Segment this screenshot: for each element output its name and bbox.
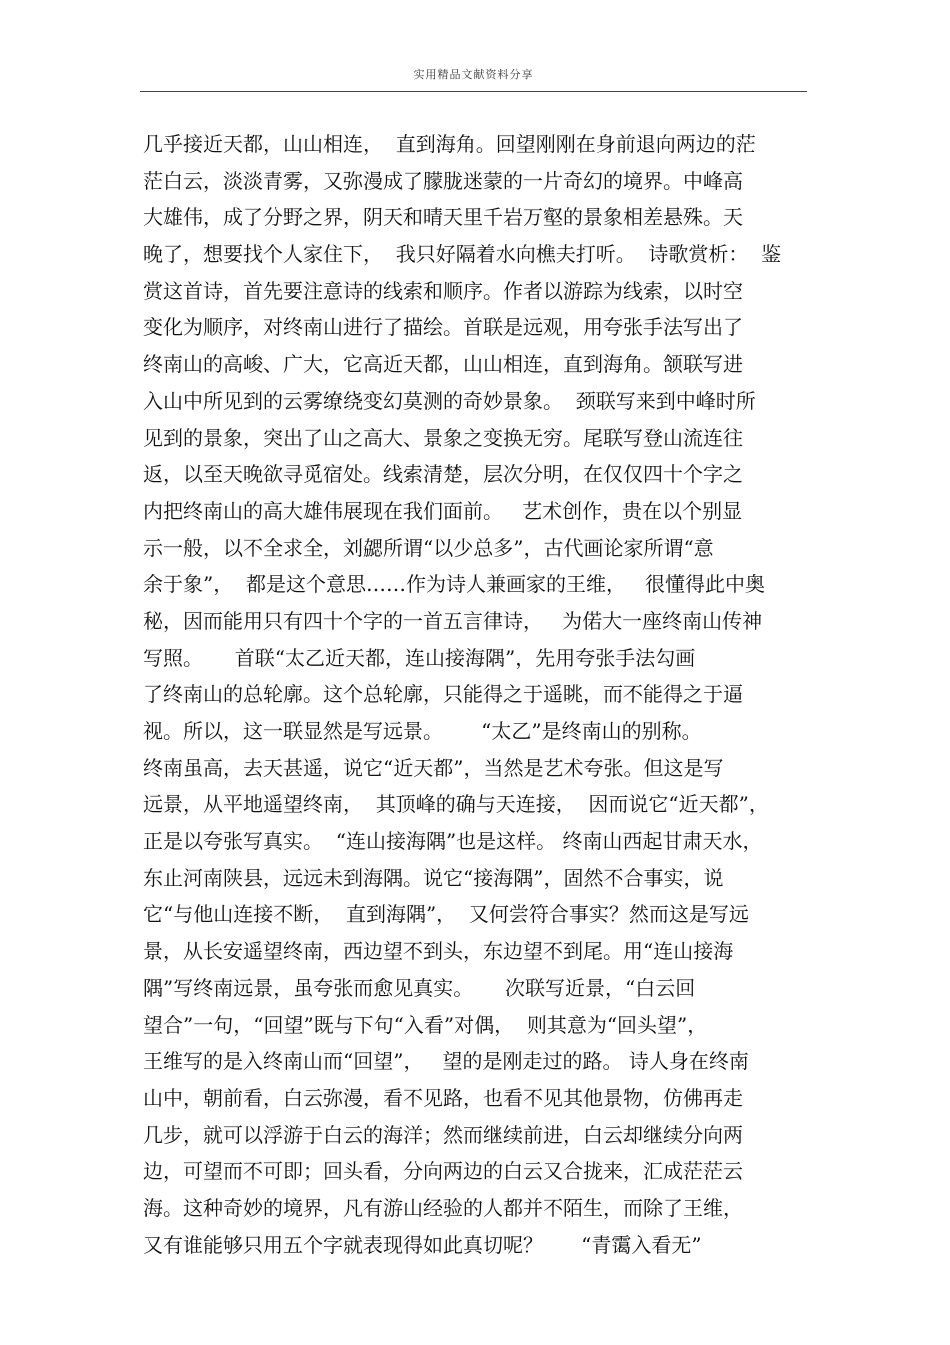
header-divider: [140, 91, 807, 92]
text-line: 几乎接近天都，山山相连， 直到海角。回望刚刚在身前退向两边的茫: [143, 132, 756, 156]
text-line: 几步，就可以浮游于白云的海洋；然而继续前进，白云却继续分向两: [143, 1122, 743, 1147]
text-line: 正是以夸张写真实。 “连山接海隅”也是这样。 终南山西起甘肃天水，: [143, 829, 763, 854]
text-line: 海。这种奇妙的境界，凡有游山经验的人都并不陌生，而除了王维，: [143, 1195, 743, 1220]
text-line: 远景，从平地遥望终南， 其顶峰的确与天连接， 因而说它“近天都”，: [143, 792, 769, 817]
text-line: 变化为顺序，对终南山进行了描绘。首联是远观，用夸张手法写出了: [143, 315, 743, 340]
text-line: 返，以至天晚欲寻觅宿处。线索清楚，层次分明，在仅仅四十个字之: [143, 462, 743, 487]
text-line: 赏这首诗，首先要注意诗的线索和顺序。作者以游踪为线索，以时空: [143, 278, 743, 303]
text-line: 写照。 首联“太乙近天都，连山接海隅”，先用夸张手法勾画: [143, 645, 696, 670]
text-line: 见到的景象，突出了山之高大、景象之变换无穷。尾联写登山流连往: [143, 425, 743, 450]
text-line: 入山中所见到的云雾缭绕变幻莫测的奇妙景象。 颈联写来到中峰时所: [143, 388, 756, 413]
text-line: 又有谁能够只用五个字就表现得如此真切呢？ “青霭入看无”: [143, 1232, 702, 1257]
page-header: 实用精品文献资料分享: [413, 68, 534, 81]
text-line: 它“与他山连接不断， 直到海隅”， 又何尝符合事实？然而这是写远: [143, 902, 749, 927]
text-line: 内把终南山的高大雄伟展现在我们面前。 艺术创作，贵在以个别显: [143, 498, 743, 523]
text-line: 王维写的是入终南山而“回望”， 望的是刚走过的路。 诗人身在终南: [143, 1049, 749, 1074]
text-line: 示一般，以不全求全，刘勰所谓“以少总多”，古代画论家所谓“意: [143, 535, 714, 560]
article-body: [143, 126, 823, 1263]
text-line: 东止河南陕县，远远未到海隅。说它“接海隅”，固然不合事实，说: [143, 865, 724, 890]
text-line: 终南虽高，去天甚遥，说它“近天都”，当然是艺术夸张。但这是写: [143, 755, 724, 780]
text-line: 隅”写终南远景，虽夸张而愈见真实。 次联写近景，“白云回: [143, 975, 696, 1000]
text-line: 边，可望而不可即；回头看，分向两边的白云又合拢来，汇成茫茫云: [143, 1159, 743, 1184]
text-line: 视。所以，这一联显然是写远景。 “太乙”是终南山的别称。: [143, 719, 702, 743]
text-line: 望合”一句，“回望”既与下句“入看”对偶， 则其意为“回头望”，: [143, 1012, 708, 1037]
text-line: 秘，因而能用只有四十个字的一首五言律诗， 为偌大一座终南山传神: [143, 608, 763, 633]
text-line: 茫白云，淡淡青雾，又弥漫成了朦胧迷蒙的一片奇幻的境界。中峰高: [143, 168, 743, 193]
text-line: 终南山的高峻、广大，它高近天都，山山相连，直到海角。颔联写进: [143, 352, 743, 377]
text-line: 大雄伟，成了分野之界，阴天和晴天里千岩万壑的景象相差悬殊。天: [143, 205, 743, 230]
text-line: 山中，朝前看，白云弥漫，看不见路，也看不见其他景物，仿佛再走: [143, 1085, 743, 1110]
text-line: 晚了，想要找个人家住下， 我只好隔着水向樵夫打听。 诗歌赏析： 鉴: [143, 242, 782, 267]
text-line: 了终南山的总轮廓。这个总轮廓，只能得之于遥眺，而不能得之于逼: [143, 682, 743, 707]
text-line: 景，从长安遥望终南，西边望不到头，东边望不到尾。用“连山接海: [143, 939, 734, 964]
text-line: 余于象”， 都是这个意思……作为诗人兼画家的王维， 很懂得此中奥: [143, 572, 766, 597]
